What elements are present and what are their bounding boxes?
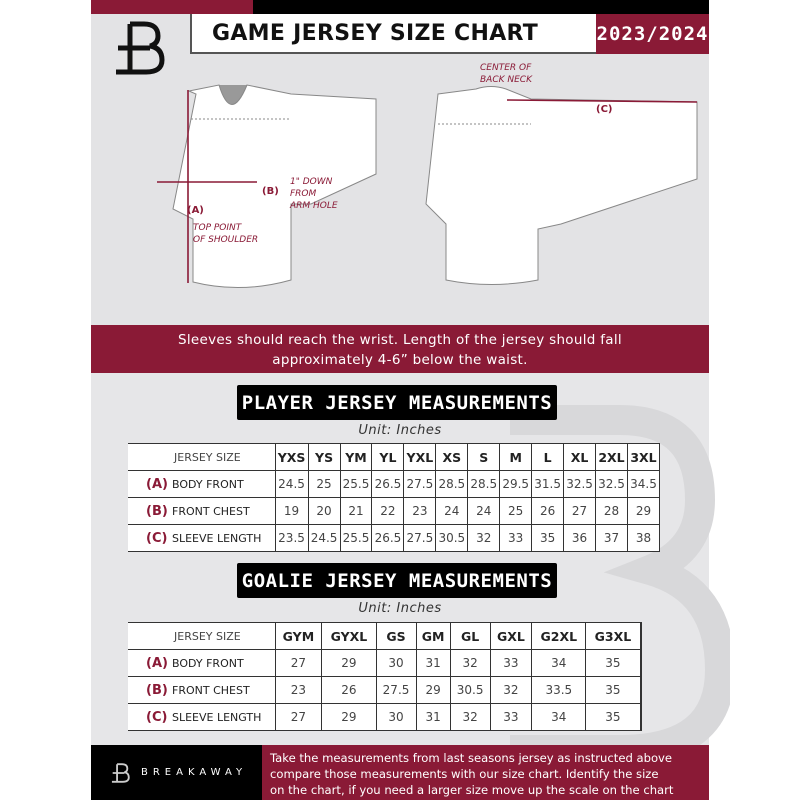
measurement-cell: 29 (322, 704, 376, 731)
measurement-cell: 30.5 (450, 677, 490, 704)
measurement-cell: 32.5 (564, 471, 596, 498)
measurement-cell: 20 (308, 498, 340, 525)
header-row (128, 444, 660, 471)
measurement-cell: 35 (586, 650, 640, 677)
measurement-cell: 27 (564, 498, 596, 525)
measurement-cell: 24 (468, 498, 500, 525)
table-row (128, 525, 660, 552)
size-column-header: GXL (490, 623, 532, 650)
instruction-line: on the chart, if you need a larger size move up the scale on the chart (270, 783, 674, 797)
measurement-cell: 37 (596, 525, 628, 552)
measurement-cell: 28.5 (468, 471, 500, 498)
measurement-cell: 33 (490, 650, 532, 677)
measurement-cell: 25 (500, 498, 532, 525)
measurement-cell: 30 (376, 704, 416, 731)
row-label (128, 704, 275, 731)
measurement-cell: 26 (532, 498, 564, 525)
measurement-cell: 32.5 (596, 471, 628, 498)
size-column-header: L (532, 444, 564, 471)
measurement-cell: 24 (436, 498, 468, 525)
measurement-cell: 23.5 (275, 525, 308, 552)
measurement-cell: 34 (532, 704, 586, 731)
measurement-cell: 32 (450, 704, 490, 731)
label-a: (A) (187, 205, 204, 216)
size-column-header: GM (416, 623, 450, 650)
row-label (128, 471, 275, 498)
footer-instructions (262, 745, 709, 800)
top-accent-bar (91, 0, 253, 14)
measurement-cell: 29.5 (500, 471, 532, 498)
measurement-cell: 35 (532, 525, 564, 552)
measurement-cell: 29 (322, 650, 376, 677)
row-letter: (B) (146, 503, 168, 519)
size-header: JERSEY SIZE (128, 623, 275, 650)
breakaway-logo-icon (109, 760, 131, 786)
measurement-cell: 22 (372, 498, 404, 525)
note-line: 1" DOWN (290, 177, 333, 187)
goalie-section-title: GOALIE JERSEY MEASUREMENTS (237, 563, 557, 598)
row-name: BODY FRONT (172, 656, 244, 670)
size-column-header: G2XL (532, 623, 586, 650)
row-label (128, 498, 275, 525)
note-line: CENTER OF (480, 63, 532, 73)
goalie-unit: Unit: Inches (358, 601, 442, 616)
brand-name: BREAKAWAY (141, 767, 248, 778)
row-name: FRONT CHEST (172, 683, 250, 697)
footer-brand (91, 745, 262, 800)
measurement-cell: 32 (468, 525, 500, 552)
measurement-cell: 27 (275, 650, 322, 677)
measurement-cell: 27.5 (404, 471, 436, 498)
measurement-cell: 36 (564, 525, 596, 552)
size-column-header: 3XL (627, 444, 659, 471)
measurement-cell: 27 (275, 704, 322, 731)
measurement-cell: 30.5 (436, 525, 468, 552)
measurement-cell: 21 (340, 498, 372, 525)
measurement-cell: 28 (596, 498, 628, 525)
table-row (128, 704, 642, 731)
measurement-cell (640, 677, 641, 704)
measurement-cell: 26.5 (372, 471, 404, 498)
measurement-cell: 26 (322, 677, 376, 704)
row-name: SLEEVE LENGTH (172, 710, 262, 724)
measurement-cell: 35 (586, 677, 640, 704)
measurement-cell: 35 (586, 704, 640, 731)
size-header: JERSEY SIZE (128, 444, 275, 471)
measurement-cell: 23 (404, 498, 436, 525)
size-column-header: YM (340, 444, 372, 471)
instruction-line: Take the measurements from last seasons jersey as instructed above (270, 751, 673, 765)
measurement-cell: 32 (450, 650, 490, 677)
note-line: ARM HOLE (290, 201, 338, 211)
label-c: (C) (596, 104, 613, 115)
measurement-cell: 34 (532, 650, 586, 677)
size-column-header: XL (564, 444, 596, 471)
banner-line: approximately 4-6” below the waist. (272, 352, 528, 368)
measurement-cell: 25.5 (340, 471, 372, 498)
measurement-cell: 27.5 (376, 677, 416, 704)
size-column-header: GYM (275, 623, 322, 650)
fit-instructions-banner (91, 325, 709, 373)
size-column-header: M (500, 444, 532, 471)
measurement-cell: 38 (627, 525, 659, 552)
row-letter: (A) (146, 476, 168, 492)
note-top-of-shoulder (193, 222, 258, 246)
note-line: OF SHOULDER (193, 235, 259, 245)
size-column-header: XS (436, 444, 468, 471)
size-column-header: YXL (404, 444, 436, 471)
jersey-diagram (91, 54, 709, 325)
measurement-cell: 33.5 (532, 677, 586, 704)
goalie-size-table (128, 622, 642, 731)
size-column-header: YS (308, 444, 340, 471)
note-back-neck (480, 62, 532, 86)
note-line: BACK NECK (480, 75, 532, 85)
note-line: TOP POINT (193, 223, 242, 233)
size-column-header: GYXL (322, 623, 376, 650)
row-letter: (A) (146, 655, 168, 671)
measurement-cell: 32 (490, 677, 532, 704)
size-column-header (640, 623, 641, 650)
row-letter: (C) (146, 709, 168, 725)
size-column-header: YL (372, 444, 404, 471)
season-badge: 2023/2024 (596, 14, 709, 54)
size-column-header: G3XL (586, 623, 640, 650)
row-name: SLEEVE LENGTH (172, 531, 262, 545)
back-jersey (426, 87, 697, 285)
note-line: FROM (290, 189, 317, 199)
size-column-header: YXS (275, 444, 308, 471)
measurement-cell: 27.5 (404, 525, 436, 552)
row-label (128, 650, 275, 677)
banner-line: Sleeves should reach the wrist. Length of the jersey should fall (178, 332, 622, 348)
measurement-cell: 33 (490, 704, 532, 731)
measurement-cell: 24.5 (275, 471, 308, 498)
measurement-cell: 28.5 (436, 471, 468, 498)
row-letter: (B) (146, 682, 168, 698)
measurement-cell: 23 (275, 677, 322, 704)
measurement-cell: 25 (308, 471, 340, 498)
table-row (128, 498, 660, 525)
measurement-cell: 29 (416, 677, 450, 704)
measurement-cell: 25.5 (340, 525, 372, 552)
measurement-cell: 24.5 (308, 525, 340, 552)
measurement-cell: 30 (376, 650, 416, 677)
measurement-cell: 31 (416, 704, 450, 731)
size-column-header: S (468, 444, 500, 471)
size-column-header: 2XL (596, 444, 628, 471)
measurement-cell: 31.5 (532, 471, 564, 498)
note-arm-hole (290, 176, 338, 212)
row-label (128, 525, 275, 552)
measurement-cell: 19 (275, 498, 308, 525)
player-section-title: PLAYER JERSEY MEASUREMENTS (237, 385, 557, 420)
measurement-cell (640, 704, 641, 731)
table-row (128, 650, 642, 677)
row-letter: (C) (146, 530, 168, 546)
row-label (128, 677, 275, 704)
header-row (128, 623, 642, 650)
table-row (128, 471, 660, 498)
measurement-cell: 26.5 (372, 525, 404, 552)
measurement-cell: 29 (627, 498, 659, 525)
instruction-line: compare those measurements with our size chart. Identify the size (270, 767, 659, 781)
measurement-cell: 34.5 (627, 471, 659, 498)
measurement-cell (640, 650, 641, 677)
row-name: FRONT CHEST (172, 504, 250, 518)
player-unit: Unit: Inches (358, 423, 442, 438)
size-column-header: GS (376, 623, 416, 650)
top-black-bar (253, 0, 709, 14)
label-b: (B) (262, 186, 279, 197)
page-title: GAME JERSEY SIZE CHART (190, 14, 596, 54)
row-name: BODY FRONT (172, 477, 244, 491)
measurement-cell: 31 (416, 650, 450, 677)
size-column-header: GL (450, 623, 490, 650)
measurement-cell: 33 (500, 525, 532, 552)
table-row (128, 677, 642, 704)
player-size-table (128, 443, 660, 552)
